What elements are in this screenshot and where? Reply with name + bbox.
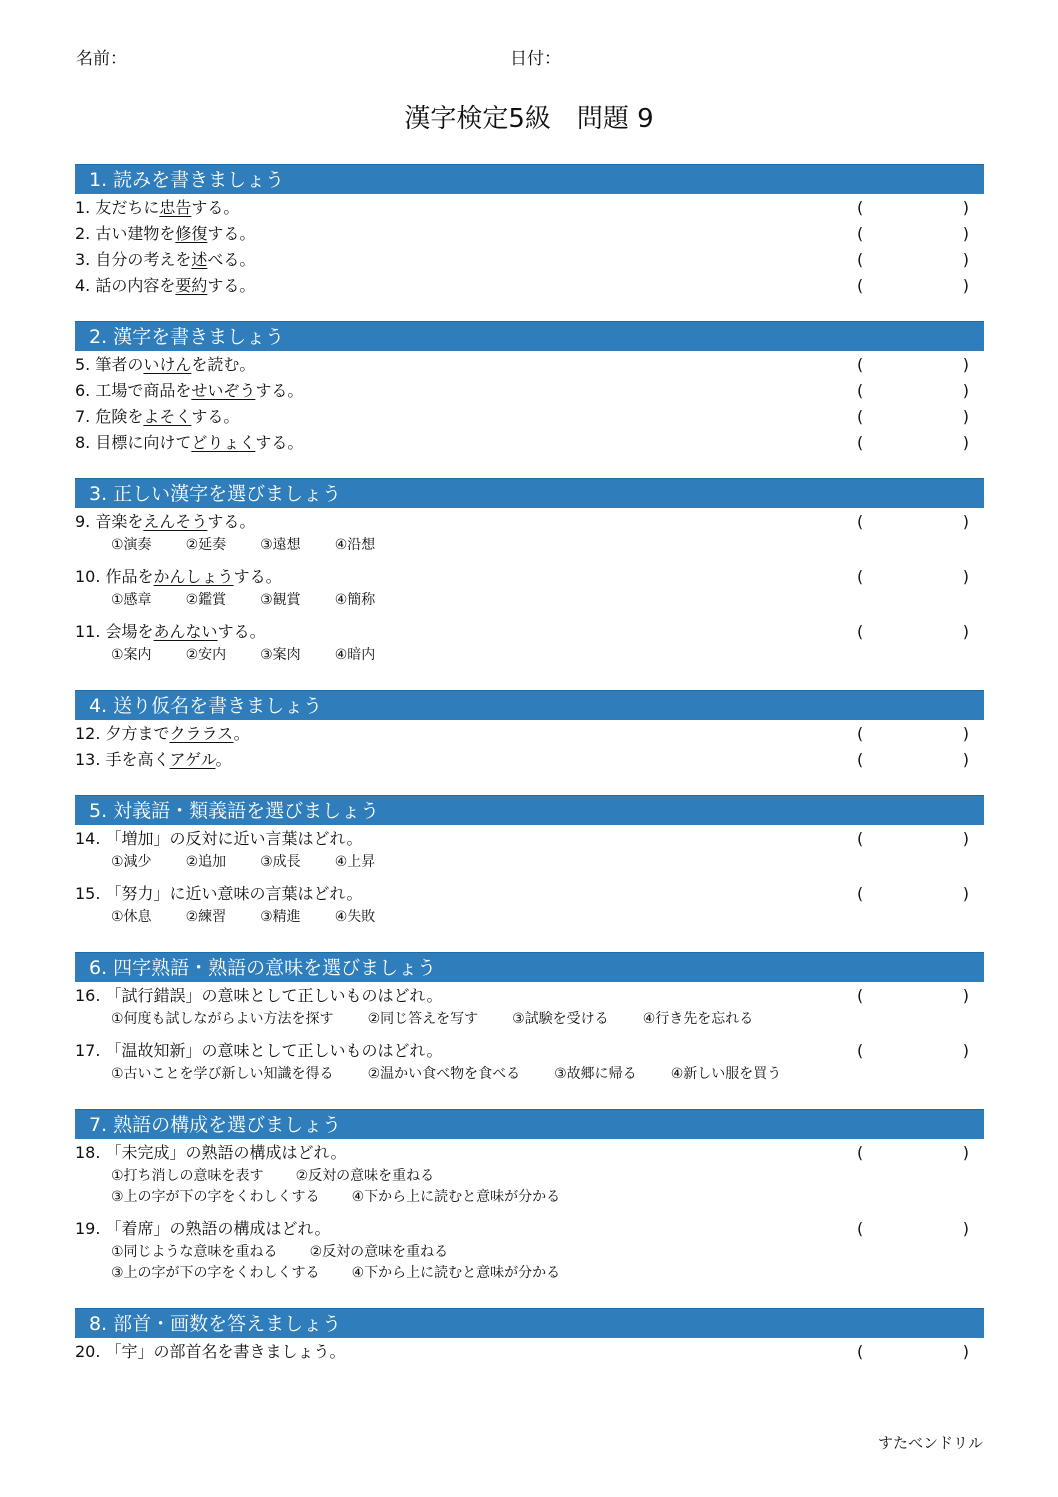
question-text [75, 829, 363, 848]
paren-close: ) [962, 1219, 969, 1238]
answer-option[interactable]: ①案内 [111, 647, 152, 663]
answer-option[interactable]: ③精進 [260, 909, 301, 925]
paren-open: ( [857, 1342, 864, 1361]
question-row [75, 1339, 984, 1365]
question-target: かんしょう [153, 567, 234, 586]
answer-option[interactable]: ③上の字が下の字をくわしくする [111, 1265, 320, 1281]
answer-blank[interactable] [857, 195, 969, 221]
question-prefix: 20. 「宇」の部首名を書きましょう。 [75, 1342, 346, 1361]
paren-close: ) [962, 1041, 969, 1060]
answer-blank[interactable] [857, 404, 969, 430]
answer-blank[interactable] [857, 564, 969, 590]
paren-open: ( [857, 276, 864, 295]
answer-option[interactable]: ④簡称 [334, 592, 376, 608]
paren-open: ( [857, 355, 864, 374]
answer-option[interactable]: ④行き先を忘れる [642, 1011, 754, 1027]
question-suffix: する。 [207, 276, 256, 295]
question-suffix: する。 [207, 224, 256, 243]
question-prefix: 13. 手を高く [75, 750, 170, 769]
footer-brand: すたべンドリル [878, 1434, 984, 1452]
answer-option[interactable]: ②追加 [185, 854, 227, 870]
answer-option[interactable]: ②反対の意味を重ねる [295, 1168, 435, 1184]
question-row [75, 564, 984, 590]
question-prefix: 5. 筆者の [75, 355, 144, 374]
question-text [75, 1219, 331, 1238]
answer-options [111, 590, 984, 613]
question-row [75, 1216, 984, 1242]
answer-blank[interactable] [857, 430, 969, 456]
question-row [75, 826, 984, 852]
answer-option[interactable]: ①減少 [111, 854, 152, 870]
section-heading: 3. 正しい漢字を選びましょう [75, 478, 984, 508]
section-5 [75, 795, 984, 930]
answer-blank[interactable] [857, 247, 969, 273]
paren-open: ( [857, 724, 864, 743]
question-prefix: 16. 「試行錯誤」の意味として正しいものはどれ。 [75, 986, 443, 1005]
answer-blank[interactable] [857, 747, 969, 773]
question-text [75, 407, 239, 426]
paren-close: ) [962, 381, 969, 400]
section-heading: 5. 対義語・類義語を選びましょう [75, 795, 984, 825]
section-3 [75, 478, 984, 668]
question-prefix: 17. 「温故知新」の意味として正しいものはどれ。 [75, 1041, 443, 1060]
answer-option[interactable]: ②安内 [185, 647, 227, 663]
answer-option[interactable]: ④下から上に読むと意味が分かる [351, 1189, 561, 1205]
paren-close: ) [962, 724, 969, 743]
answer-blank[interactable] [857, 273, 969, 299]
answer-option[interactable]: ③案肉 [260, 647, 301, 663]
section-7 [75, 1109, 984, 1286]
paren-close: ) [962, 829, 969, 848]
question-row [75, 195, 984, 221]
question-target: クララス [169, 724, 234, 743]
paren-open: ( [857, 986, 864, 1005]
paren-close: ) [962, 512, 969, 531]
question-prefix: 7. 危険を [75, 407, 144, 426]
answer-option[interactable]: ②反対の意味を重ねる [309, 1244, 449, 1260]
question-text [75, 724, 250, 743]
section-heading: 6. 四字熟語・熟語の意味を選びましょう [75, 952, 984, 982]
paren-close: ) [962, 750, 969, 769]
question-target: 修復 [175, 224, 208, 243]
question-row [75, 221, 984, 247]
answer-option[interactable]: ③観賞 [260, 592, 301, 608]
question-suffix: する。 [255, 433, 304, 452]
answer-option[interactable]: ④上昇 [334, 854, 376, 870]
answer-option[interactable]: ①感章 [111, 592, 152, 608]
answer-option[interactable]: ②同じ答えを写す [367, 1011, 479, 1027]
page-title: 漢字検定5級 問題 9 [404, 104, 654, 134]
paren-close: ) [962, 224, 969, 243]
question-target: アゲル [169, 750, 216, 769]
question-text [75, 250, 255, 269]
question-prefix: 1. 友だちに [75, 198, 160, 217]
question-target: えんそう [143, 512, 208, 531]
question-text [75, 381, 303, 400]
answer-blank[interactable] [857, 1339, 969, 1365]
question-row [75, 509, 984, 535]
paren-close: ) [962, 250, 969, 269]
answer-options [111, 1187, 984, 1210]
question-text [75, 1342, 346, 1361]
paren-open: ( [857, 884, 864, 903]
question-target: あんない [153, 622, 218, 641]
paren-open: ( [857, 622, 864, 641]
paren-open: ( [857, 407, 864, 426]
paren-close: ) [962, 1342, 969, 1361]
question-prefix: 15. 「努力」に近い意味の言葉はどれ。 [75, 884, 363, 903]
paren-close: ) [962, 276, 969, 295]
question-prefix: 3. 自分の考えを [75, 250, 192, 269]
answer-options [111, 645, 984, 668]
answer-options [111, 1009, 984, 1032]
section-2 [75, 321, 984, 456]
answer-blank[interactable] [857, 1140, 969, 1166]
answer-blank[interactable] [857, 1216, 969, 1242]
answer-options [111, 1242, 984, 1263]
question-row [75, 983, 984, 1009]
section-heading: 2. 漢字を書きましょう [75, 321, 984, 351]
question-prefix: 6. 工場で商品を [75, 381, 192, 400]
question-row [75, 1140, 984, 1166]
section-heading: 4. 送り仮名を書きましょう [75, 690, 984, 720]
section-6 [75, 952, 984, 1087]
question-suffix: する。 [255, 381, 304, 400]
paren-close: ) [962, 433, 969, 452]
paren-close: ) [962, 198, 969, 217]
answer-blank[interactable] [857, 378, 969, 404]
question-text [75, 276, 255, 295]
question-text [75, 198, 239, 217]
answer-option[interactable]: ②鑑賞 [185, 592, 227, 608]
question-text [75, 986, 443, 1005]
paren-open: ( [857, 1219, 864, 1238]
answer-option[interactable]: ④沿想 [334, 537, 376, 553]
question-suffix: する。 [207, 512, 256, 531]
paren-open: ( [857, 381, 864, 400]
answer-options [111, 535, 984, 558]
date-label: 日付： [510, 49, 561, 69]
name-label: 名前： [76, 49, 127, 69]
answer-option[interactable]: ④下から上に読むと意味が分かる [351, 1265, 561, 1281]
question-text [75, 622, 266, 641]
question-target: いけん [143, 355, 192, 374]
answer-blank[interactable] [857, 881, 969, 907]
question-prefix: 2. 古い建物を [75, 224, 176, 243]
answer-option[interactable]: ③試験を受ける [512, 1011, 609, 1027]
answer-option[interactable]: ③遠想 [260, 537, 301, 553]
paren-open: ( [857, 198, 864, 217]
question-target: せいぞう [191, 381, 256, 400]
question-text [75, 433, 303, 452]
question-row [75, 1038, 984, 1064]
paren-close: ) [962, 567, 969, 586]
answer-option[interactable]: ②延奏 [185, 537, 227, 553]
question-prefix: 10. 作品を [75, 567, 154, 586]
section-heading: 8. 部首・画数を答えましょう [75, 1308, 984, 1338]
paren-close: ) [962, 884, 969, 903]
paren-close: ) [962, 622, 969, 641]
answer-option[interactable]: ③上の字が下の字をくわしくする [111, 1189, 320, 1205]
question-suffix: する。 [217, 622, 266, 641]
answer-options [111, 907, 984, 930]
question-prefix: 19. 「着席」の熟語の構成はどれ。 [75, 1219, 331, 1238]
answer-options [111, 852, 984, 875]
section-8 [75, 1308, 984, 1365]
paren-open: ( [857, 1041, 864, 1060]
paren-open: ( [857, 1143, 864, 1162]
answer-options [111, 1064, 984, 1087]
section-1 [75, 164, 984, 299]
paren-open: ( [857, 250, 864, 269]
paren-open: ( [857, 567, 864, 586]
question-text [75, 224, 255, 243]
answer-blank[interactable] [857, 1038, 969, 1064]
question-text [75, 1143, 347, 1162]
question-prefix: 9. 音楽を [75, 512, 144, 531]
paren-open: ( [857, 433, 864, 452]
answer-option[interactable]: ④新しい服を買う [670, 1066, 782, 1082]
answer-blank[interactable] [857, 983, 969, 1009]
paren-open: ( [857, 512, 864, 531]
answer-option[interactable]: ③故郷に帰る [554, 1066, 637, 1082]
question-prefix: 4. 話の内容を [75, 276, 176, 295]
question-prefix: 14. 「増加」の反対に近い言葉はどれ。 [75, 829, 363, 848]
question-suffix: 。 [233, 724, 250, 743]
answer-options [111, 1166, 984, 1187]
question-suffix: する。 [233, 567, 282, 586]
answer-option[interactable]: ②練習 [185, 909, 227, 925]
paren-close: ) [962, 1143, 969, 1162]
question-suffix: 。 [215, 750, 232, 769]
question-target: 忠告 [159, 198, 192, 217]
answer-option[interactable]: ①何度も試しながらよい方法を探す [111, 1011, 334, 1027]
section-heading: 7. 熟語の構成を選びましょう [75, 1109, 984, 1139]
question-target: どりょく [191, 433, 256, 452]
answer-blank[interactable] [857, 221, 969, 247]
question-text [75, 884, 363, 903]
question-row [75, 881, 984, 907]
question-target: 述 [191, 250, 208, 269]
question-row [75, 404, 984, 430]
question-target: よそく [143, 407, 192, 426]
question-suffix: する。 [191, 407, 240, 426]
question-text [75, 355, 255, 374]
question-row [75, 378, 984, 404]
answer-option[interactable]: ①休息 [111, 909, 152, 925]
question-prefix: 12. 夕方まで [75, 724, 170, 743]
question-text [75, 750, 231, 769]
question-row [75, 352, 984, 378]
question-row [75, 619, 984, 645]
answer-option[interactable]: ①演奏 [111, 537, 152, 553]
answer-option[interactable]: ②温かい食べ物を食べる [367, 1066, 521, 1082]
answer-blank[interactable] [857, 509, 969, 535]
question-sections [75, 164, 984, 1387]
question-prefix: 11. 会場を [75, 622, 154, 641]
question-suffix: べる。 [207, 250, 256, 269]
answer-option[interactable]: ①古いことを学び新しい知識を得る [111, 1066, 334, 1082]
question-suffix: を読む。 [191, 355, 256, 374]
paren-open: ( [857, 750, 864, 769]
answer-blank[interactable] [857, 352, 969, 378]
answer-option[interactable]: ①打ち消しの意味を表す [111, 1168, 264, 1184]
paren-close: ) [962, 355, 969, 374]
answer-options [111, 1263, 984, 1286]
answer-blank[interactable] [857, 619, 969, 645]
paren-open: ( [857, 224, 864, 243]
question-row [75, 430, 984, 456]
answer-option[interactable]: ④失敗 [334, 909, 376, 925]
question-prefix: 18. 「未完成」の熟語の構成はどれ。 [75, 1143, 347, 1162]
answer-blank[interactable] [857, 826, 969, 852]
question-text [75, 567, 282, 586]
question-row [75, 273, 984, 299]
question-prefix: 8. 目標に向けて [75, 433, 192, 452]
question-row [75, 747, 984, 773]
question-suffix: する。 [191, 198, 240, 217]
question-row [75, 721, 984, 747]
question-target: 要約 [175, 276, 208, 295]
question-text [75, 512, 255, 531]
question-text [75, 1041, 443, 1060]
answer-option[interactable]: ③成長 [260, 854, 301, 870]
paren-close: ) [962, 986, 969, 1005]
section-heading: 1. 読みを書きましょう [75, 164, 984, 194]
answer-option[interactable]: ④暗内 [334, 647, 376, 663]
paren-close: ) [962, 407, 969, 426]
paren-open: ( [857, 829, 864, 848]
answer-blank[interactable] [857, 721, 969, 747]
section-4 [75, 690, 984, 773]
answer-option[interactable]: ①同じような意味を重ねる [111, 1244, 278, 1260]
question-row [75, 247, 984, 273]
